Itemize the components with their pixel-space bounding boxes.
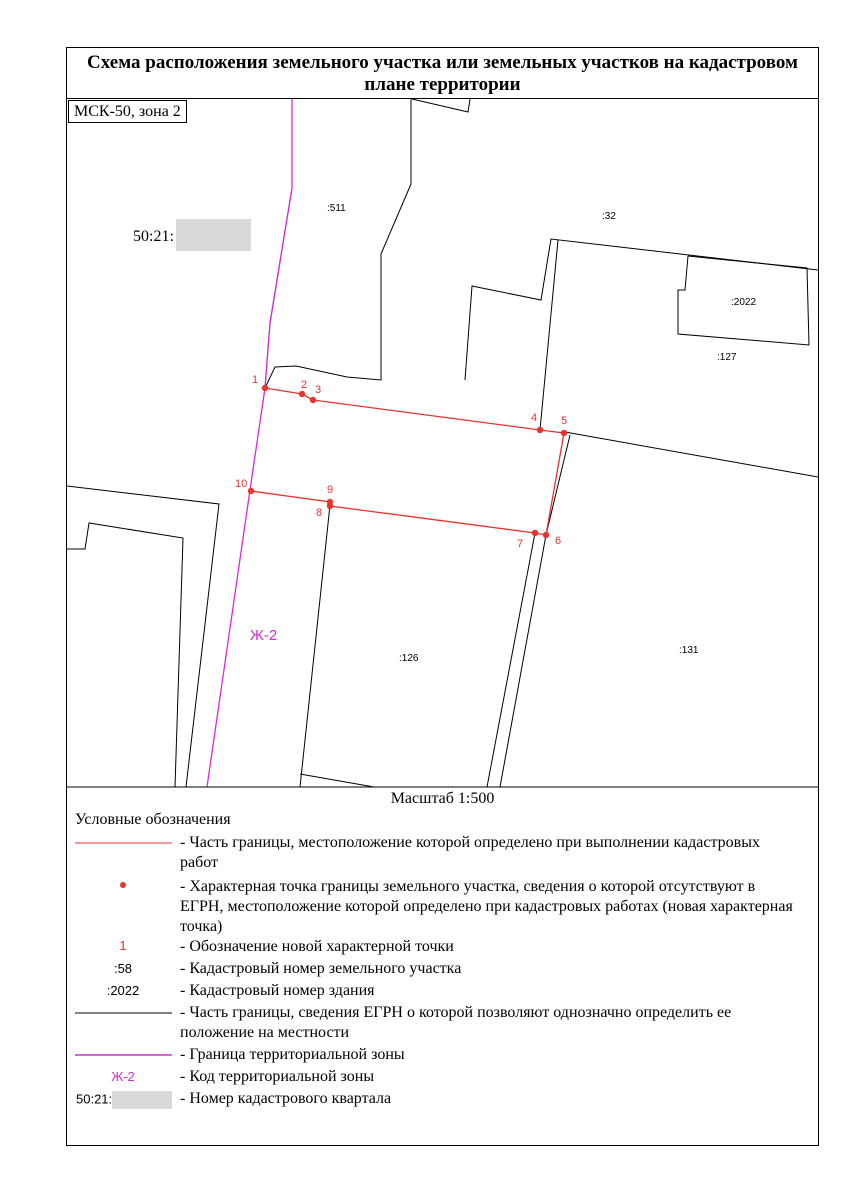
legend-zone-code-text: - Код территориальной зоны: [180, 1068, 375, 1085]
point-7-marker: [532, 530, 538, 536]
parcel-127-boundary: [565, 432, 818, 477]
point-3-marker: [310, 397, 316, 403]
parcel-32-east-boundary: [540, 240, 558, 430]
quarter-label: 50:21:: [133, 228, 174, 245]
legend-existing-boundary-text: - Часть границы, сведения ЕГРН о которой позволяют однозначно определить ее положение на местности: [180, 1004, 732, 1041]
parcel-131-boundary: [546, 435, 570, 535]
scale-label: Масштаб 1:500: [390, 790, 495, 807]
legend-zone-code-symbol: Ж-2: [111, 1069, 135, 1084]
point-label-5: 5: [561, 415, 568, 427]
point-label-8: 8: [316, 507, 323, 519]
parcel-label-32: :32: [602, 211, 616, 222]
legend-new-point-symbol: [120, 882, 126, 888]
map-title-text: Схема расположения земельного участка или земельных участков на кадастровом плане территории: [87, 52, 798, 95]
point-4-marker: [537, 427, 543, 433]
legend-parcel-number-text: - Кадастровый номер земельного участка: [180, 960, 462, 977]
characteristic-points: [248, 385, 567, 538]
parcel-label-511: :511: [327, 203, 346, 214]
parcel-126-boundary: [300, 505, 330, 787]
legend-parcel-number-symbol: :58: [113, 961, 133, 976]
point-label-6: 6: [555, 535, 562, 547]
legend-new-point-text: - Характерная точка границы земельного участка, сведения о которой отсутствуют в ЕГРН, местоположение которой определено при кадастровых работах (новая характерная точка): [180, 878, 793, 935]
legend-building-number-symbol: :2022: [106, 983, 140, 998]
legend-quarter-text: - Номер кадастрового квартала: [180, 1090, 392, 1107]
point-label-2: 2: [301, 379, 308, 391]
legend-point-label-symbol: 1: [119, 938, 127, 953]
legend-building-number-text: - Кадастровый номер здания: [180, 982, 375, 999]
point-label-9: 9: [327, 484, 334, 496]
parcel-west-inner-boundary: [67, 523, 183, 787]
parcel-top-boundary: [412, 99, 470, 112]
parcel-126-east-boundary: [487, 533, 535, 787]
new-boundary-east: [546, 433, 564, 535]
parcel-131-west-boundary: [500, 535, 546, 787]
point-6-marker: [543, 532, 549, 538]
zone-boundary-line: [207, 99, 292, 787]
point-2-marker: [299, 391, 305, 397]
parcel-label-126: :126: [399, 653, 419, 664]
point-10-marker: [248, 488, 254, 494]
point-1-marker: [262, 385, 268, 391]
legend-quarter-prefix: 50:21:: [76, 1091, 113, 1107]
quarter-number-mask: [176, 219, 251, 251]
legend-zone-boundary-text: - Граница территориальной зоны: [180, 1046, 405, 1063]
parcel-label-131: :131: [679, 645, 699, 656]
zone-code-label: Ж-2: [250, 627, 278, 644]
parcel-label-127: :127: [717, 352, 737, 363]
legend-new-boundary-text: - Часть границы, местоположение которой определено при выполнении кадастровых работ: [180, 834, 760, 871]
new-boundary-south: [251, 491, 546, 535]
new-boundary-group: [251, 388, 564, 535]
point-label-7: 7: [517, 538, 524, 550]
point-label-3: 3: [315, 384, 322, 396]
legend-title: Условные обозначения: [75, 811, 231, 828]
point-9-marker: [327, 499, 333, 505]
point-label-10: 10: [235, 478, 248, 490]
point-label-4: 4: [531, 412, 538, 424]
parcel-126-bottom-boundary: [300, 774, 374, 787]
point-5-marker: [561, 430, 567, 436]
parcel-511-boundary: [265, 99, 411, 388]
new-boundary-north: [265, 388, 564, 433]
parcel-32-boundary: [465, 239, 818, 380]
legend-point-label-text: - Обозначение новой характерной точки: [180, 938, 454, 955]
coord-system-label: МСК-50, зона 2: [68, 100, 187, 123]
legend-quarter-symbol: [76, 1091, 178, 1109]
building-label-2022: :2022: [731, 297, 757, 308]
legend-quarter-mask: [112, 1091, 172, 1109]
point-label-1: 1: [252, 374, 259, 386]
